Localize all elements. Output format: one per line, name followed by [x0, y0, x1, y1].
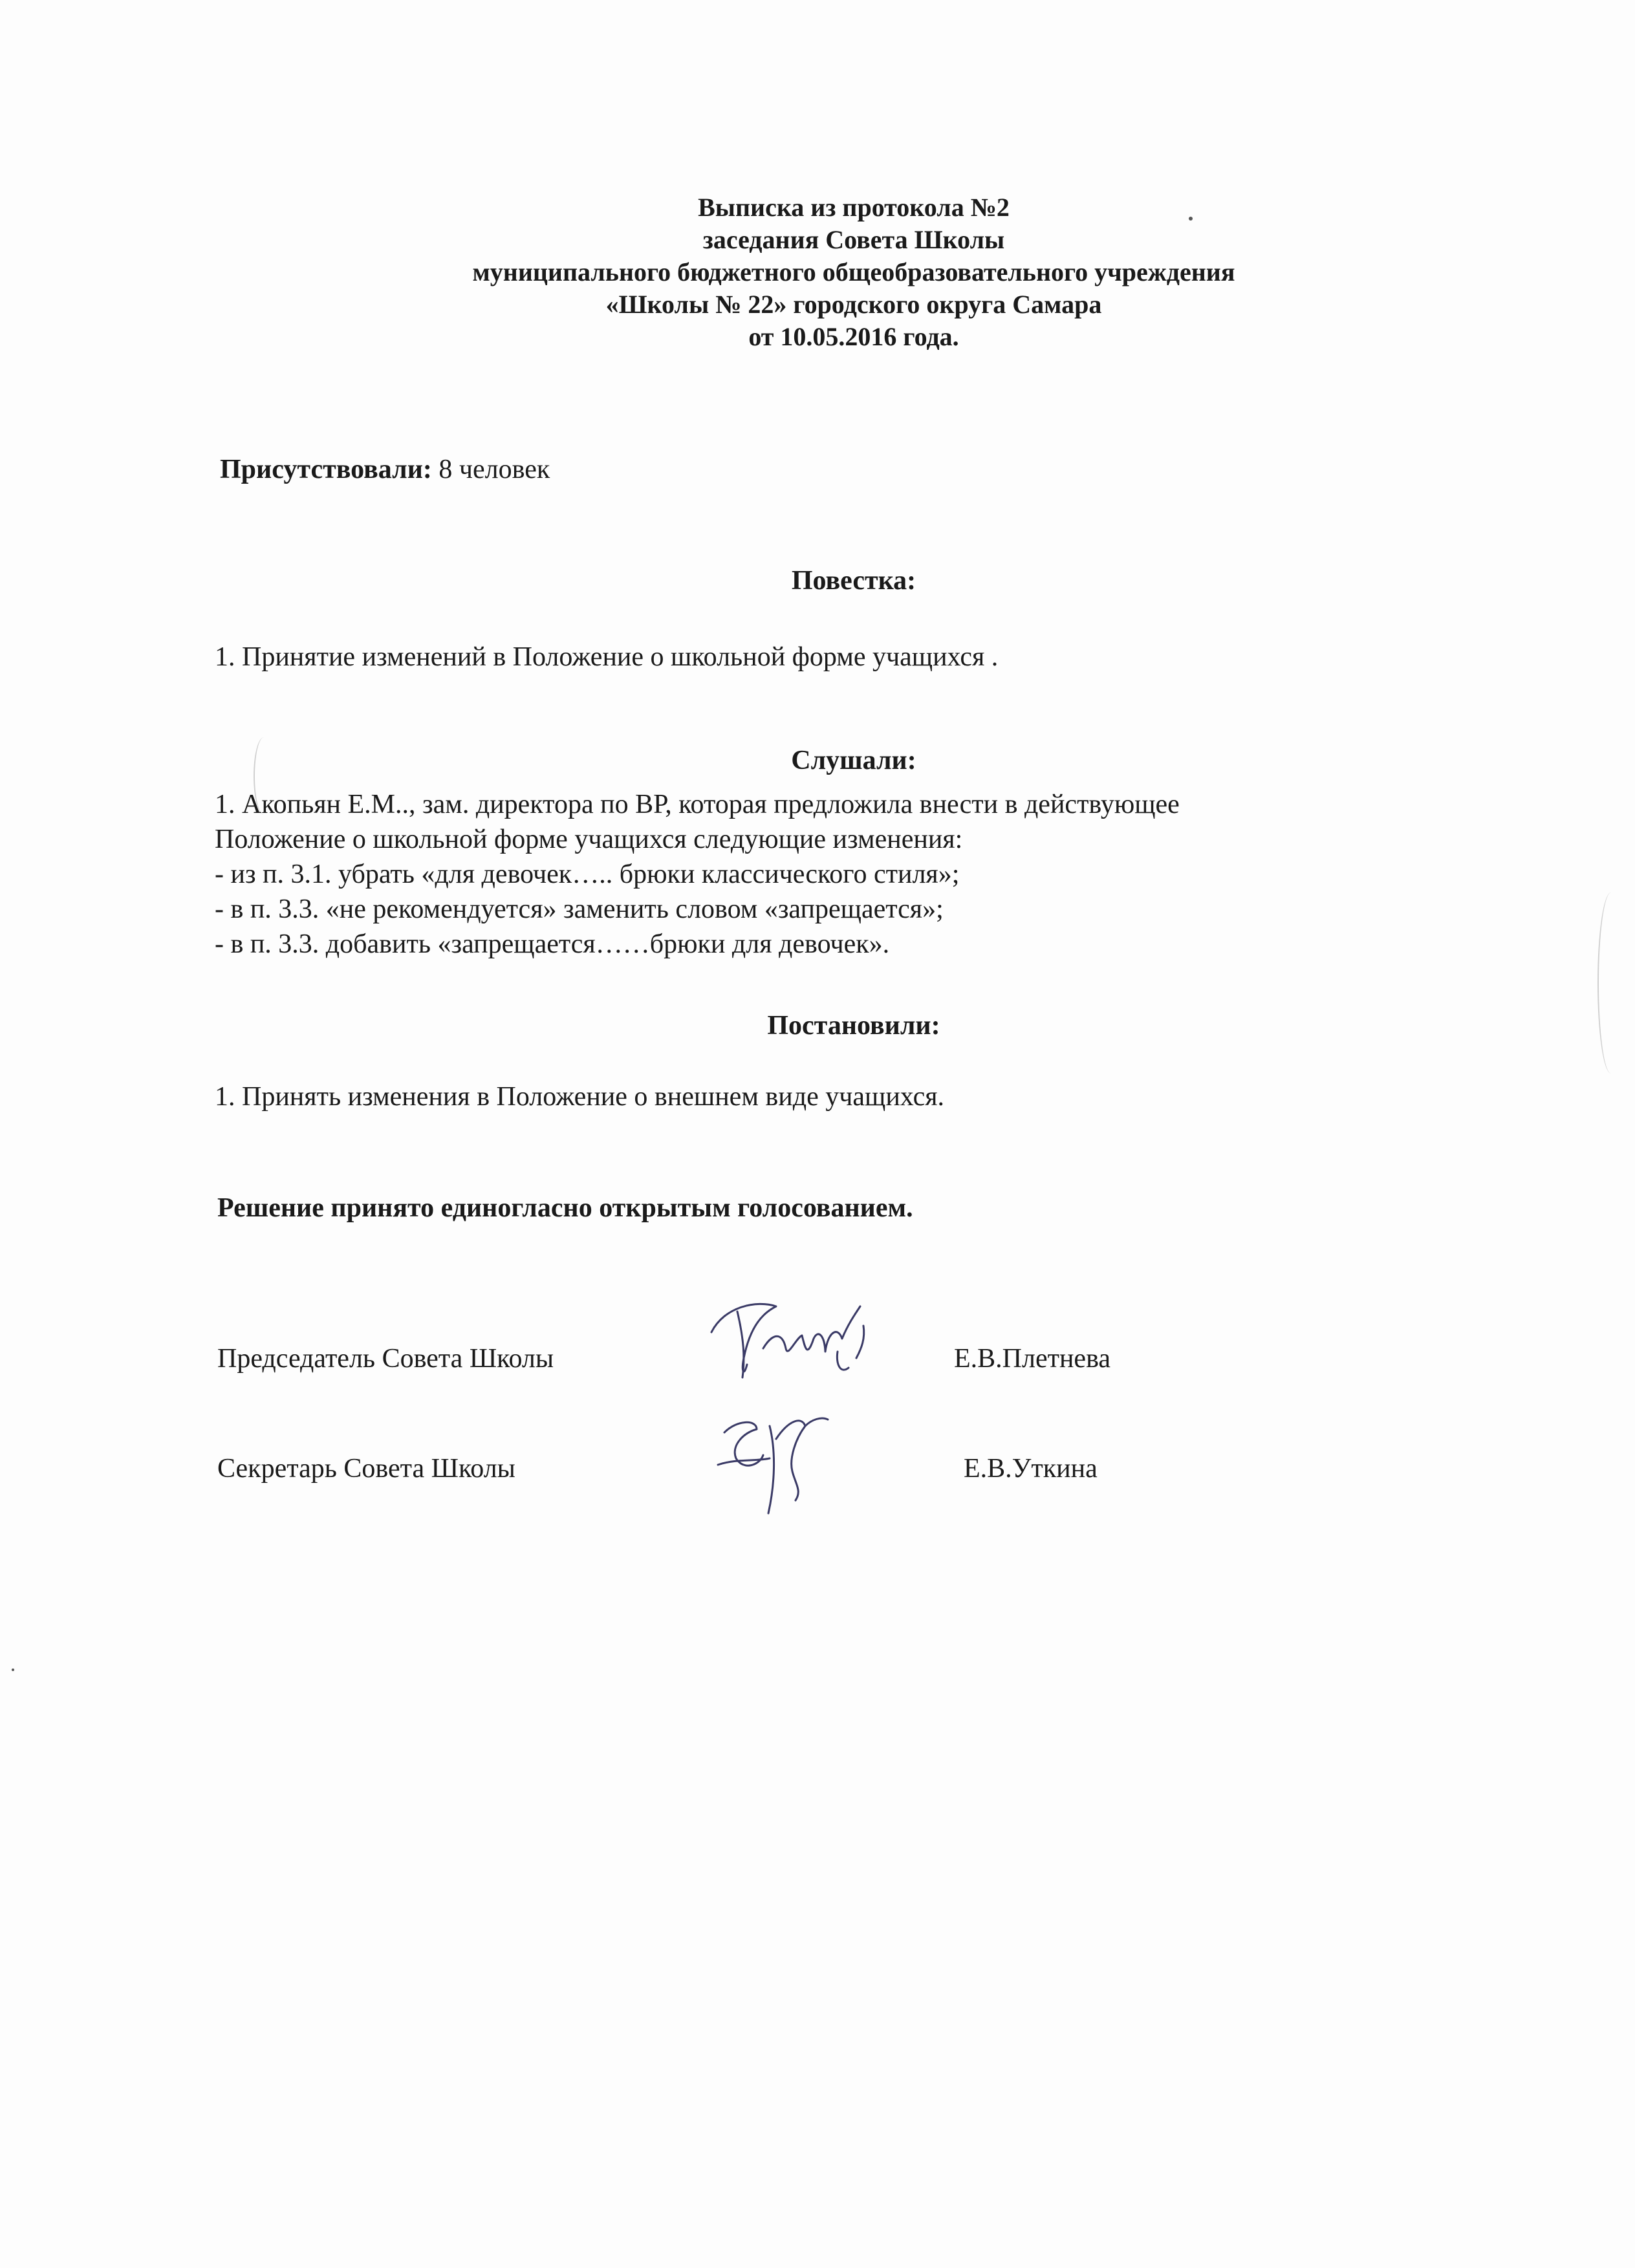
heard-line: - в п. 3.3. добавить «запрещается……брюки для девочек». [215, 929, 890, 959]
secretary-signature [698, 1394, 854, 1523]
chairman-role: Председатель Совета Школы [217, 1344, 554, 1374]
agenda-item: 1. Принятие изменений в Положение о школьной форме учащихся . [215, 642, 999, 672]
resolved-heading: Постановили: [767, 1011, 940, 1041]
chairman-name: Е.В.Плетнева [954, 1344, 1110, 1374]
secretary-role: Секретарь Совета Школы [217, 1454, 515, 1484]
chairman-signature [698, 1287, 893, 1397]
heard-line: 1. Акопьян Е.М.., зам. директора по ВР, которая предложила внести в действующее [215, 790, 1180, 819]
agenda-heading: Повестка: [791, 566, 916, 596]
document-header [0, 191, 1635, 353]
heard-heading: Слушали: [791, 746, 916, 775]
header-line-1: Выписка из протокола №2 [698, 193, 1010, 222]
secretary-name: Е.В.Уткина [964, 1454, 1098, 1484]
header-line-5: от 10.05.2016 года. [748, 322, 959, 351]
heard-line: - из п. 3.1. убрать «для девочек….. брюки классического стиля»; [215, 859, 960, 889]
scan-mark [1597, 892, 1625, 1074]
scan-speck [12, 1669, 14, 1671]
resolved-item: 1. Принять изменения в Положение о внешнем виде учащихся. [215, 1082, 945, 1112]
heard-line: - в п. 3.3. «не рекомендуется» заменить словом «запрещается»; [215, 894, 944, 924]
header-line-2: заседания Совета Школы [702, 225, 1005, 254]
attendance-label: Присутствовали: [220, 455, 432, 484]
header-line-4: «Школы № 22» городского округа Самара [605, 290, 1102, 319]
attendance-value: 8 человек [439, 455, 550, 484]
header-line-3: муниципального бюджетного общеобразовательного учреждения [472, 257, 1235, 286]
attendance [220, 453, 550, 486]
heard-line: Положение о школьной форме учащихся следующие изменения: [215, 825, 963, 854]
decision-statement: Решение принято единогласно открытым голосованием. [217, 1193, 913, 1223]
